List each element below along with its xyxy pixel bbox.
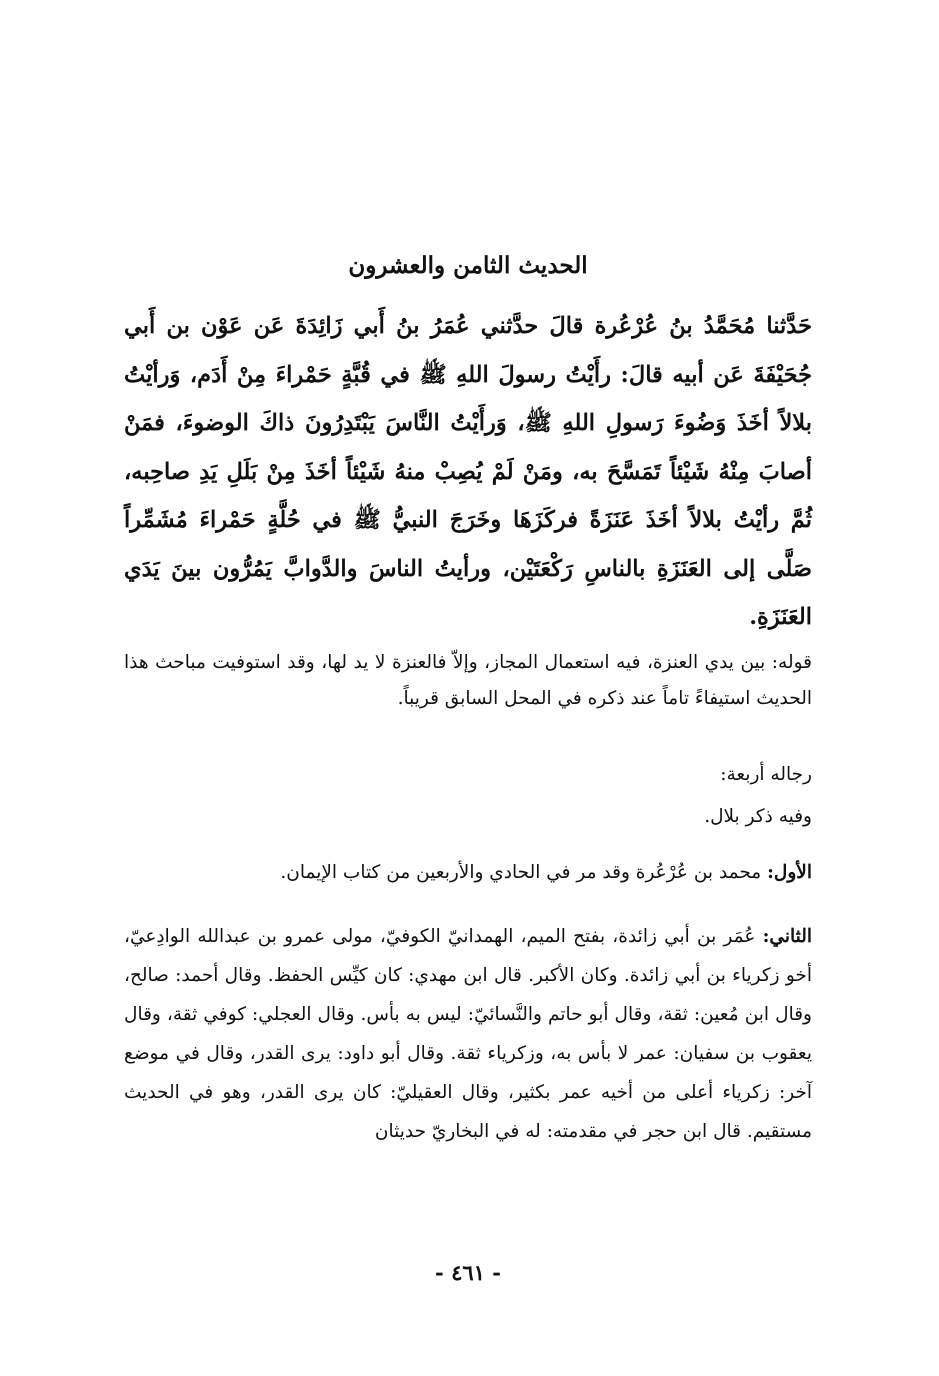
- first-narrator-label: الأول:: [767, 862, 812, 883]
- section-heading: الحديث الثامن والعشرون: [348, 252, 588, 279]
- page-number: - ٤٦١ -: [435, 1260, 501, 1285]
- hadith-text: حَدَّثنا مُحَمَّدُ بنُ عُرْعُرة قالَ حدَّثني عُمَرُ بنُ أَبي زَائِدَةَ عَن عَوْن بن أَبي جُحَيْفَةَ عَن أبيه قالَ: رأَيْتُ رسولَ اللهِ ﷺ في قُبَّةٍ حَمْراءَ مِنْ أَدَم، وَرأيْتُ بلالاً أخَذَ وَضُوءَ رَسولِ اللهِ ﷺ، وَرأَيْتُ النَّاسَ يَبْتَدِرُونَ ذاكَ الوضوءَ، فمَنْ أصابَ مِنْهُ شَيْئاً تَمَسَّحَ به، ومَنْ لَمْ يُصِبْ منهُ شَيْئاً أخَذَ مِنْ بَلَلِ يَدِ صاحِبه، ثُمَّ رأيْتُ بلالاً أخَذَ عَنَزَةً فركَزَهَا وخَرَجَ النبيُّ ﷺ في حُلَّةٍ حَمْراءَ مُشَمِّراً صَلَّى إلى العَنَزَةِ بالناسِ رَكْعَتَيْن، ورأيتُ الناسَ والدَّوابَّ يَمُرُّون بينَ يَدَي العَنَزَةِ.: [124, 313, 812, 630]
- commentary-paragraph: قوله: بين يدي العنزة، فيه استعمال المجاز، وإلاّ فالعنزة لا يد لها، وقد استوفيت مباحث هذا الحديث استيفاءً تاماً عند ذكره في المحل السابق قريباً.: [124, 652, 812, 709]
- narrators-heading: رجاله أربعة:: [720, 764, 812, 785]
- second-narrator-paragraph: [124, 917, 812, 1151]
- bilal-note: وفيه ذكر بلال.: [704, 806, 812, 827]
- first-narrator-paragraph: [124, 855, 812, 891]
- second-narrator-text: عُمَر بن أبي زائدة، بفتح الميم، الهمدانيّ الكوفيّ، مولى عمرو بن عبدالله الوادِعيّ، أخو زكرياء بن أبي زائدة. وكان الأكبر. قال ابن مهدي: كان كيِّس الحفظ. وقال أحمد: صالح، وقال ابن مُعين: ثقة، وقال أبو حاتم والنَّسائيّ: ليس به بأس. وقال العجلي: كوفي ثقة، وقال يعقوب بن سفيان: عمر لا بأس به، وزكرياء ثقة. وقال أبو داود: يرى القدر، وقال في موضع آخر: زكرياء أعلى من أخيه عمر بكثير، وقال العقيليّ: كان يرى القدر، وهو في الحديث مستقيم. قال ابن حجر في مقدمته: له في البخاريّ حديثان: [124, 926, 812, 1142]
- second-narrator-label: الثاني:: [762, 926, 812, 947]
- first-narrator-text: محمد بن عُرْعُرة وقد مر في الحادي والأربعين من كتاب الإيمان.: [280, 862, 768, 883]
